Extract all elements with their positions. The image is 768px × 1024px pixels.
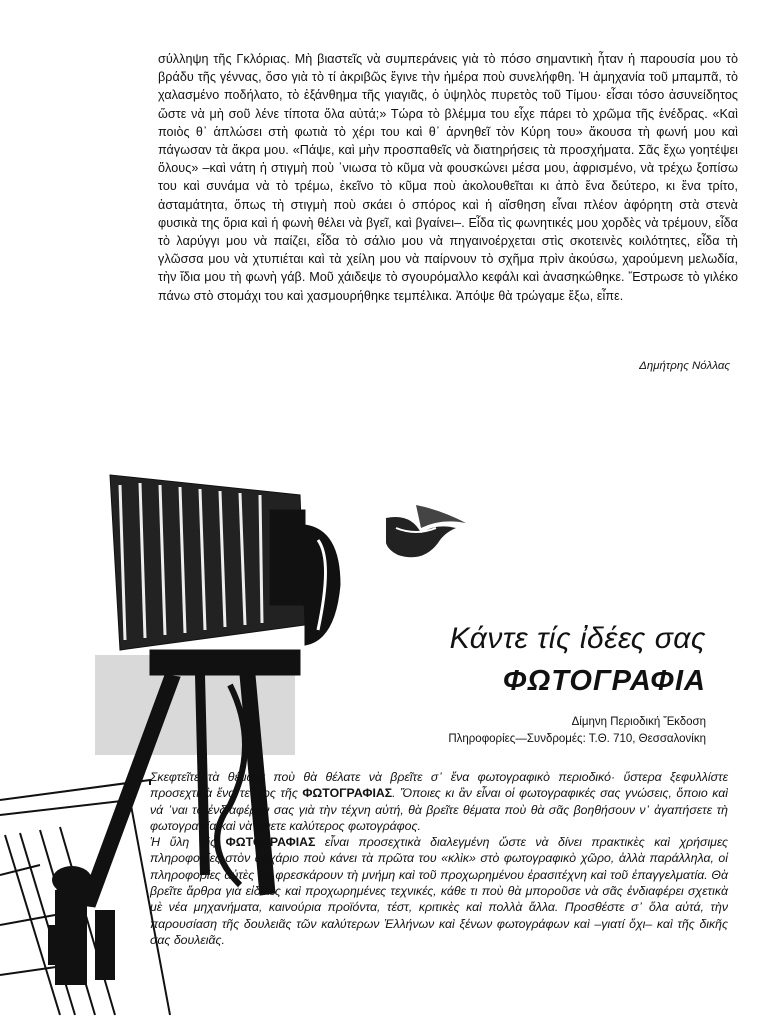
- periodical-line: Δίμηνη Περιοδική Ἔκδοση: [571, 716, 706, 728]
- ad-paragraph-1: [150, 769, 728, 834]
- magazine-brand: ΦΩΤΟΓΡΑΦΙΑ: [502, 665, 706, 697]
- ad-body: [150, 769, 728, 948]
- ad-headline: Κάντε τίς ἰδέες σας: [449, 622, 706, 655]
- dove-illustration: [376, 500, 476, 560]
- brand-mention: ΦΩΤΟΓΡΑΦΙΑΣ: [302, 786, 393, 801]
- brand-mention: ΦΩΤΟΓΡΑΦΙΑΣ: [225, 835, 316, 850]
- story-text: σύλληψη τῆς Γκλόριας. Μὴ βιαστεῖς νὰ συμπεράνεις γιὰ τὸ πόσο σημαντικὴ ἦταν ἡ παρουσία μου τὸ βράδυ τῆς γέννας, ὅσο γιὰ τὸ τί ἀκριβῶς ἔγινε τὴν ἡμέρα ποὺ συνελήφθη. Ἡ ἀμηχανία τοῦ μπαμπᾶ, τὸ χαλασμένο ποδήλατο, τὸ ἐξάνθημα τῆς γιαγιᾶς, ὁ ὑψηλὸς πυρετὸς τοῦ Τίμου· εἶσαι τόσο ἀσυνείδητος ὥστε νὰ μὴ σοῦ λένε τίποτα ὅλα αὐτά;» Τώρα τὸ βλέμμα του εἶχε πάρει τὸ χρῶμα τῆς ἐνέδρας. «Καὶ ποιὸς θ᾿ ἁπλώσει στὴ φωτιὰ τὸ χέρι του καὶ θ᾿ ἀρνηθεῖ τὸν Κύρη του» ἄκουσα τὴ φωνή μου καὶ πάγωσαν τὰ ἄκρα μου. «Πάψε, καὶ μὴν προσπαθεῖς νὰ διατηρήσεις τὰ προσχήματα. Σᾶς ἔχω γοητέψει ὅλους» –καὶ νάτη ἡ στιγμὴ ποὺ ᾿νιωσα τὸ κῦμα νὰ φουσκώνει μέσα μου, ἀφρισμένο, νὰ τρέχω ξοπίσω του καὶ συνάμα νὰ τὸ τρέμω, ἐκεῖνο τὸ κῦμα ποὺ ἀκολουθεῖται κι ἀπὸ ἕνα δεύτερο, κι ἕνα τρίτο, ἀσταμάτητα, ὅπως τὴ στιγμὴ ποὺ σκάει ὁ σπόρος καὶ ἡ αἴσθηση εἶναι πλέον ἀφόρητη στὰ στενὰ φυσικὰ της ὅρια καὶ ἡ φωνὴ θέλει νὰ βγεῖ, καὶ βγαίνει–. Εἶδα τὶς φωνητικές μου χορδὲς νὰ τρέμουν, εἶδα τὸ λαρύγγι μου νὰ παίζει, εἶδα τὸ σάλιο μου νὰ πηγαινοέρχεται στὶς σκοτεινὲς κοιλότητες, εἶδα τὴ γλῶσσα μου νὰ χτυπιέται καὶ τὰ χείλη μου νὰ παίρνουν τὸ σχῆμα πρὶν ἀκούσω, χαρούμενη μελωδία, τὴν ἴδια μου τὴ φωνὴ γάβ. Μοῦ χάιδεψε τὸ σγουρόμαλλο κεφάλι καὶ ἀνασηκώθηκε. Ἔστρωσε τὸ γιλέκο πάνω στὸ στομάχι του καὶ χασμουρήθηκε τεμπέλικα. Ἀπόψε θὰ τρώγαμε ἔξω, εἶπε.: [158, 52, 738, 303]
- ad-text: Ἡ ὕλη τῆς: [150, 835, 226, 850]
- ad-text: εἶναι προσεχτικὰ διαλεγμένη ὥστε νὰ δίνει πρακτικὲς καὶ χρήσιμες πληροφορίες στὸν ἀρχάριο ποὺ κάνει τὰ πρῶτα του «κλὶκ» στὸ φωτογραφικὸ χῶρο, ἀλλὰ παράλληλα, οἱ πληροφορίες αὐτὲς θὰ φρεσκάρουν τὴ μνήμη καὶ τοῦ προχωρημένου ἐρασιτέχνη καὶ τοῦ ἐπαγγελματία. Θὰ βρεῖτε ἄρθρα γιὰ εἰδικὲς καὶ προχωρημένες τεχνικές, κάθε τι ποὺ θὰ μποροῦσε νὰ σᾶς ἐνδιαφέρει σχετικὰ μὲ νέα μηχανήματα, καινούρια προϊόντα, τέστ, κριτικὲς καὶ πολλὰ ἄλλα. Προσθέστε σ᾿ ὅλα αὐτά, τὴν παρουσίαση τῆς δουλειᾶς τῶν καλύτερων Ἑλλήνων καὶ ξένων φωτογράφων καὶ –γιατί ὄχι– καὶ τῆς δικῆς σας δουλειᾶς.: [150, 835, 728, 947]
- publication-info: [448, 714, 706, 748]
- ad-text: . Ὅποιες κι ἂν εἶναι οἱ φωτογραφικές σας γνώσεις, ὅποιο καὶ νά ᾿ναι τὸ ἐνδιαφέρον σας γιὰ τὴν τέχνη αὐτή, θὰ βρεῖτε θέματα ποὺ θὰ σᾶς βοηθήσουν ν᾿ ἀγαπήσετε τὴ φωτογραφία καὶ νὰ γίνετε καλύτερος φωτογράφος.: [150, 786, 729, 833]
- ad-paragraph-2: [150, 834, 728, 948]
- contact-line: Πληροφορίες—Συνδρομές: Τ.Θ. 710, Θεσσαλονίκη: [448, 733, 706, 745]
- author-signature: Δημήτρης Νόλλας: [639, 360, 730, 372]
- ad-text: Σκεφτεῖτε τὰ θέματα ποὺ θὰ θέλατε νὰ βρεῖτε σ᾿ ἕνα φωτογραφικὸ περιοδικό· ὕστερα ξεφυλλίστε προσεχτικὰ ἕνα τεῦχος τῆς: [150, 770, 728, 801]
